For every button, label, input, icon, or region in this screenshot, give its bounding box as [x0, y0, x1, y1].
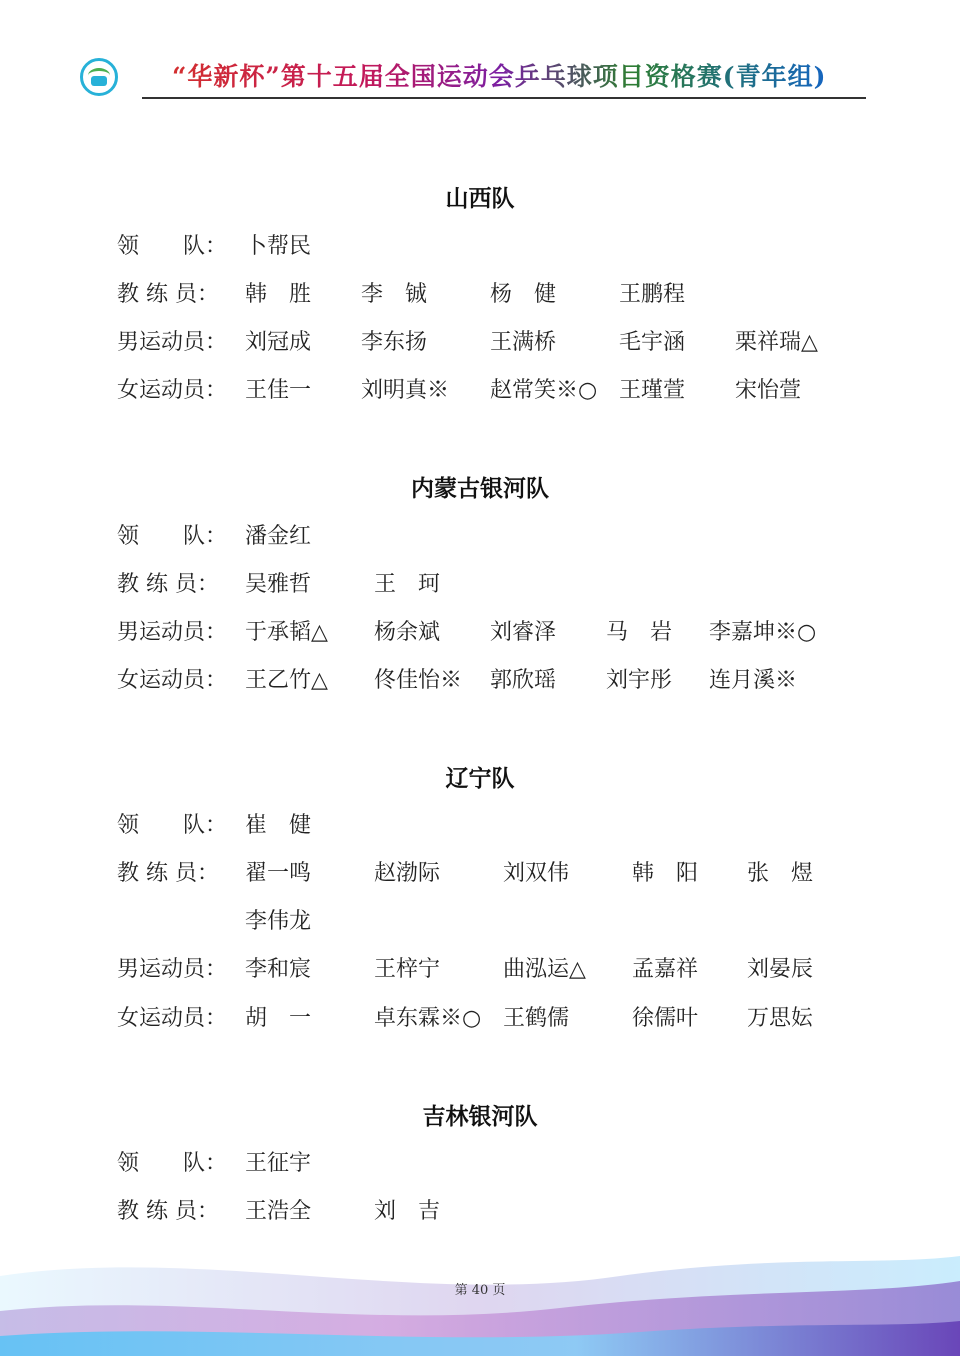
member-name: 崔 健: [245, 813, 312, 838]
role-label: 教 练 员：: [117, 282, 219, 307]
member-name: 赵渤际: [374, 861, 441, 886]
role-label: 领 队：: [117, 813, 228, 838]
member-name: 李 铖: [361, 282, 428, 307]
roster-row: [0, 615, 960, 645]
team-title: 辽宁队: [445, 766, 515, 792]
member-name: 王梓宁: [374, 957, 441, 982]
member-name: 潘金红: [245, 524, 312, 549]
member-name: 卓东霖※○: [374, 1006, 482, 1031]
role-label: 男运动员：: [117, 330, 228, 355]
roster-row: [0, 229, 960, 259]
roster-row: [0, 1001, 960, 1031]
member-name: 王佳一: [245, 378, 312, 403]
role-label: 领 队：: [117, 234, 228, 259]
member-name: 毛宇涵: [619, 330, 686, 355]
member-name: 刘明真※: [361, 378, 450, 403]
member-name: 宋怡萱: [735, 378, 802, 403]
member-name: 王浩全: [245, 1199, 312, 1224]
member-name: 韩 胜: [245, 282, 312, 307]
member-name: 李东扬: [361, 330, 428, 355]
member-name: 王鹏程: [619, 282, 686, 307]
member-name: 张 煜: [747, 861, 814, 886]
team-title: 内蒙古银河队: [411, 476, 549, 502]
role-label: 教 练 员：: [117, 572, 219, 597]
member-name: 曲泓运△: [503, 957, 586, 982]
roster-row: [0, 856, 960, 886]
member-name: 佟佳怡※: [374, 668, 463, 693]
member-name: 胡 一: [245, 1006, 312, 1031]
team-title: 吉林银河队: [422, 1104, 538, 1130]
roster-row: [0, 1146, 960, 1176]
member-name: 韩 阳: [632, 861, 699, 886]
member-name: 王满桥: [490, 330, 557, 355]
member-name: 王 珂: [374, 572, 441, 597]
member-name: 孟嘉祥: [632, 957, 699, 982]
roster-row: [0, 519, 960, 549]
role-label: 教 练 员：: [117, 861, 219, 886]
member-name: 刘晏辰: [747, 957, 814, 982]
member-name: 连月溪※: [709, 668, 798, 693]
header-divider: [142, 97, 866, 99]
roster-row: [0, 567, 960, 597]
member-name: 刘宇彤: [606, 668, 673, 693]
member-name: 杨 健: [490, 282, 557, 307]
roster-row: [0, 373, 960, 403]
role-label: 男运动员：: [117, 957, 228, 982]
roster-row: [0, 808, 960, 838]
member-name: 刘双伟: [503, 861, 570, 886]
role-label: 女运动员：: [117, 378, 228, 403]
member-name: 卜帮民: [245, 234, 312, 259]
role-label: 教 练 员：: [117, 1199, 219, 1224]
member-name: 吴雅哲: [245, 572, 312, 597]
roster-row: [0, 1194, 960, 1224]
member-name: 万思妘: [747, 1006, 814, 1031]
role-label: 领 队：: [117, 1151, 228, 1176]
member-name: 赵常笑※○: [490, 378, 598, 403]
member-name: 于承韬△: [245, 620, 328, 645]
role-label: 女运动员：: [117, 1006, 228, 1031]
role-label: 男运动员：: [117, 620, 228, 645]
roster-row: [0, 663, 960, 693]
member-name: 马 岩: [606, 620, 673, 645]
member-name: 王乙竹△: [245, 668, 328, 693]
member-name: 栗祥瑞△: [735, 330, 818, 355]
member-name: 李伟龙: [245, 909, 312, 934]
member-name: 刘 吉: [374, 1199, 441, 1224]
games-logo-icon: [80, 58, 118, 96]
page-number: 第 40 页: [454, 1283, 506, 1298]
member-name: 王瑾萱: [619, 378, 686, 403]
roster-row: [0, 277, 960, 307]
member-name: 王征宇: [245, 1151, 312, 1176]
team-title: 山西队: [445, 186, 515, 212]
member-name: 李和宸: [245, 957, 312, 982]
member-name: 郭欣瑶: [490, 668, 557, 693]
roster-row: [0, 325, 960, 355]
member-name: 王鹤儒: [503, 1006, 570, 1031]
role-label: 领 队：: [117, 524, 228, 549]
member-name: 刘睿泽: [490, 620, 557, 645]
member-name: 翟一鸣: [245, 861, 312, 886]
header-title: “华新杯”第十五届全国运动会乒乓球项目资格赛(青年组): [172, 57, 826, 93]
member-name: 刘冠成: [245, 330, 312, 355]
member-name: 徐儒叶: [632, 1006, 699, 1031]
member-name: 李嘉坤※○: [709, 620, 817, 645]
role-label: 女运动员：: [117, 668, 228, 693]
member-name: 杨余斌: [374, 620, 441, 645]
roster-row: [0, 904, 960, 934]
roster-row: [0, 952, 960, 982]
page-header: [0, 0, 960, 110]
